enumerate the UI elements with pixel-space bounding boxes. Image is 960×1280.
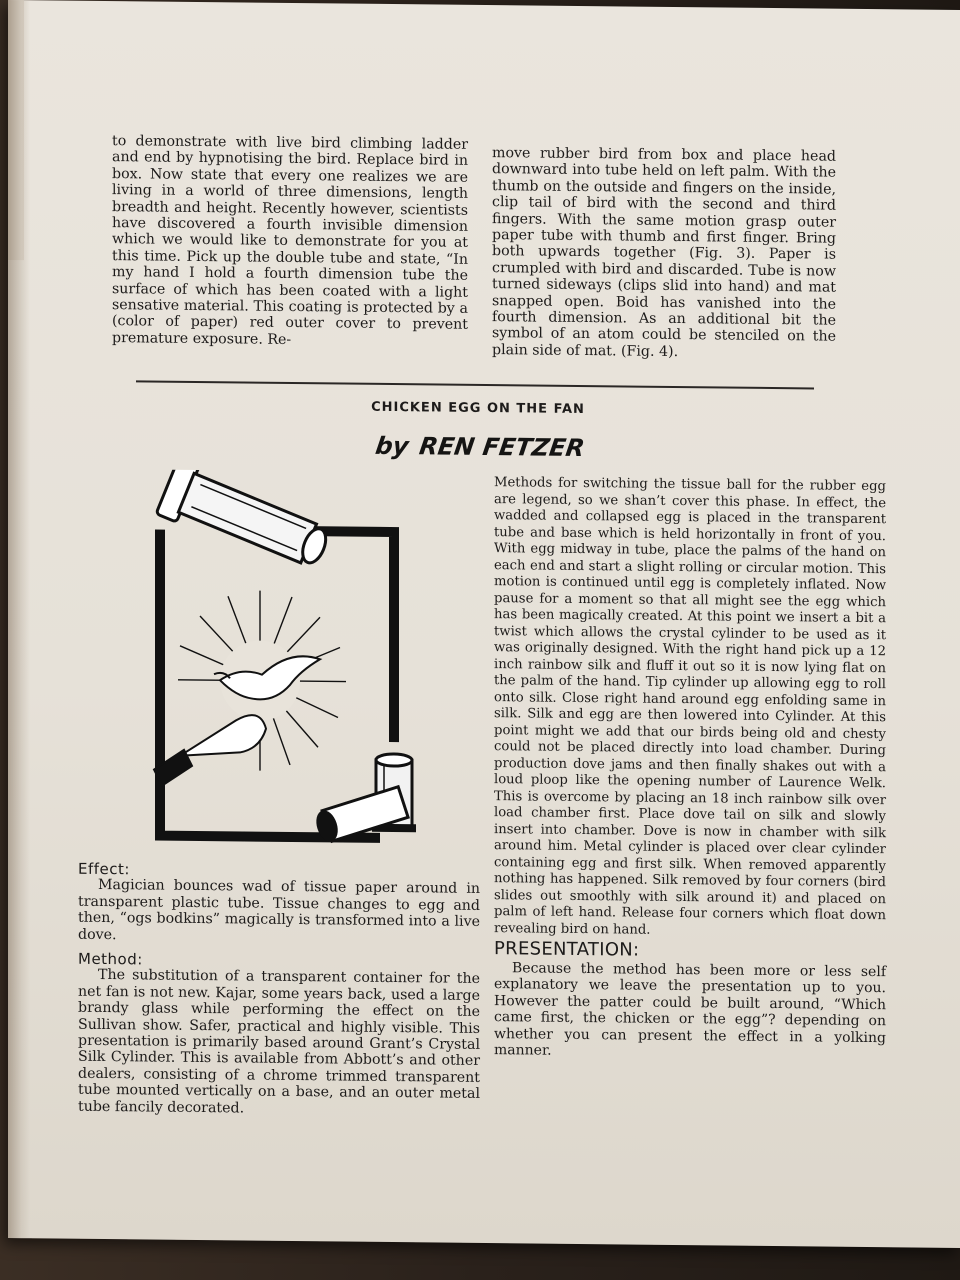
presentation-text: Because the method has been more or less self explanatory we leave the presentation up to you. However the patter could be built around, “Which came first, the chicken or the egg”? depending on whether you can present the effect in a yolking manner. — [494, 959, 886, 1060]
article-title: CHICKEN EGG ON THE FAN — [371, 399, 585, 418]
effect-heading: Effect: — [78, 859, 130, 879]
presentation-heading: PRESENTATION: — [494, 938, 640, 961]
effect-text: Magician bounces wad of tissue paper around in transparent plastic tube. Tissue changes to egg and then, “ogs bodkins” magically is transformed into a live dove. — [78, 877, 480, 943]
top-right-column-text: move rubber bird from box and place head downward into tube held on left palm. With the thumb on the outside and fingers on the inside, clip tail of bird with the second and third fingers. With the same motion grasp outer paper tube with thumb and first finger. Bring both upwards together (Fig. 3). Paper is crumpled with bird and discarded. Tube is now turned sideways (clips slid into hand) and mat snapped open. Boid has vanished into the fourth dimension. As an additional bit the symbol of an atom could be stenciled on the plain side of mat. (Fig. 4). — [492, 145, 836, 360]
top-left-column-text: to demonstrate with live bird climbing ladder and end by hypnotising the bird. Replace bird in box. Now state that every one realizes we are living in a world of three dimensions, length breadth and height. Recently however, scientists have discovered a fourth invisible dimension which we would like to demonstrate for you at this time. Pick up the double tube and state, “In my hand I hold a fourth dimension tube the surface of which has been coated with a light sensative material. This coating is protected by a (color of paper) red outer cover to prevent premature exposure. Re- — [112, 133, 468, 348]
method-text: The substitution of a transparent container for the net fan is not new. Kajar, some years back, used a large brandy glass while performing the effect on the Sullivan show. Safer, practical and highly visible. This presentation is primarily based around Grant’s Crystal Silk Cylinder. This is available from Abbott’s and other dealers, consisting of a chrome trimmed transparent tube mounted vertically on a base, and an outer metal tube fancily decorated. — [78, 967, 480, 1117]
section-divider — [136, 380, 814, 389]
page-spine-shadow — [8, 0, 30, 1238]
byline-prefix: by — [373, 431, 411, 461]
right-column — [494, 475, 886, 1063]
hand-icon — [154, 714, 266, 787]
illustration-dove-cylinder — [140, 469, 466, 850]
method-continued-text: Methods for switching the tissue ball for the rubber egg are legend, so we shan’t cover this phase. In effect, the wadded and collapsed egg is placed in the transparent tube and base which is held horizontally in front of you. With egg midway in tube, place the palms of the hand on each end and start a slight rolling or circular motion. This motion is continued until egg is completely inflated. Now pause for a moment so that all might see the egg which has been magically created. At this point we insert a bit a twist which allows the crystal cylinder to be used as it was originally designed. With the right hand pick up a 12 inch rainbow silk and fluff it out so it is now lying flat on the palm of the hand. Tip cylinder up allowing egg to roll onto silk. Close right hand around egg enfolding same in silk. Silk and egg are then lowered into Cylinder. At this point might we add that our birds being old and chesty could not be placed directly into load chamber. During production dove jams and then finally shakes out with a loud ploop like the opening number of Laurence Welk. This is overcome by placing an 18 inch rainbow silk over load chamber first. Place dove tail on silk and slowly insert into chamber. Dove is now in chamber with silk around him. Metal cylinder is placed over clear cylinder containing egg and first silk. When removed apparently nothing has happened. Silk removed by four corners (bird slides out smoothly with silk around it) and placed on palm of left hand. Release four corners which float down revealing bird on hand. — [494, 475, 886, 938]
method-heading: Method: — [78, 949, 143, 969]
tube-illustration — [156, 469, 335, 578]
magazine-page — [8, 0, 960, 1248]
byline — [373, 424, 587, 464]
byline-name: REN FETZER — [417, 432, 587, 463]
left-column — [78, 861, 480, 1119]
